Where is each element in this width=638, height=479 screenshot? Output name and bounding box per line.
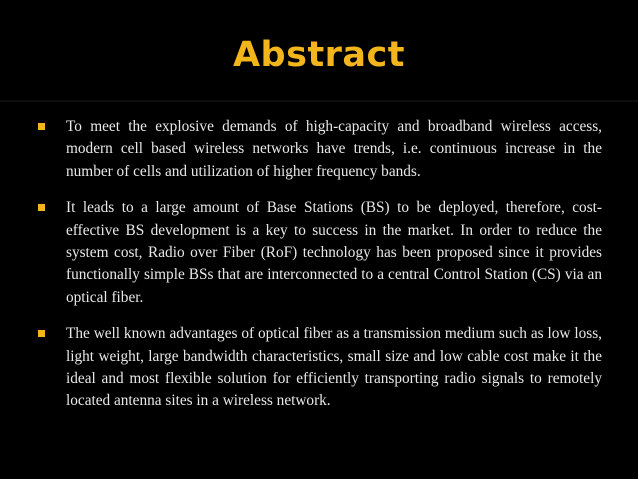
square-bullet-icon <box>38 204 45 211</box>
bullet-item <box>38 116 602 183</box>
bullet-text: The well known advantages of optical fiber as a transmission medium such as low loss, light weight, large bandwidth characteristics, small size and low cable cost make it the ideal and most flexible solution for efficiently transporting radio signals to remotely located antenna sites in a wireless network. <box>66 325 602 410</box>
square-bullet-icon <box>38 330 45 337</box>
title-bar <box>0 0 638 100</box>
bullet-text: It leads to a large amount of Base Stations (BS) to be deployed, therefore, cost-effective BS development is a key to success in the market. In order to reduce the system cost, Radio over Fiber (RoF) technology has been proposed since it provides functionally simple BSs that are interconnected to a central Control Station (CS) via an optical fiber. <box>66 199 602 306</box>
bullet-item <box>38 323 602 413</box>
bullet-item <box>38 197 602 309</box>
content-area <box>38 116 602 427</box>
square-bullet-icon <box>38 123 45 130</box>
title-divider <box>0 100 638 102</box>
slide-title: Abstract <box>232 35 406 75</box>
bullet-text: To meet the explosive demands of high-capacity and broadband wireless access, modern cell based wireless networks have trends, i.e. continuous increase in the number of cells and utilization of higher frequency bands. <box>66 118 602 180</box>
